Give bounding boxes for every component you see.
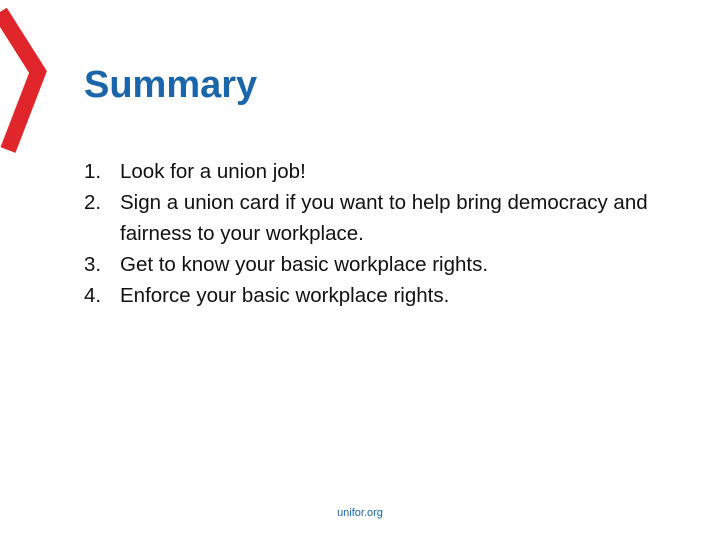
unifor-logo-icon	[0, 0, 60, 160]
list-item-number: 4.	[84, 284, 102, 307]
list-item	[84, 187, 684, 249]
list-item-text: Look for a union job!	[120, 160, 306, 183]
list-item-text: Enforce your basic workplace rights.	[120, 284, 450, 307]
list-item-number: 3.	[84, 253, 102, 276]
list-item-text: Sign a union card if you want to help bring democracy and fairness to your workplace.	[120, 191, 648, 245]
list-item	[84, 249, 684, 280]
list-item-number: 2.	[84, 191, 102, 214]
list-item	[84, 280, 684, 311]
page-title: Summary	[84, 64, 258, 106]
list-item-text: Get to know your basic workplace rights.	[120, 253, 489, 276]
list-item	[84, 156, 684, 187]
list-item-number: 1.	[84, 160, 102, 183]
summary-list	[84, 156, 684, 311]
footer-link[interactable]: unifor.org	[337, 507, 383, 519]
